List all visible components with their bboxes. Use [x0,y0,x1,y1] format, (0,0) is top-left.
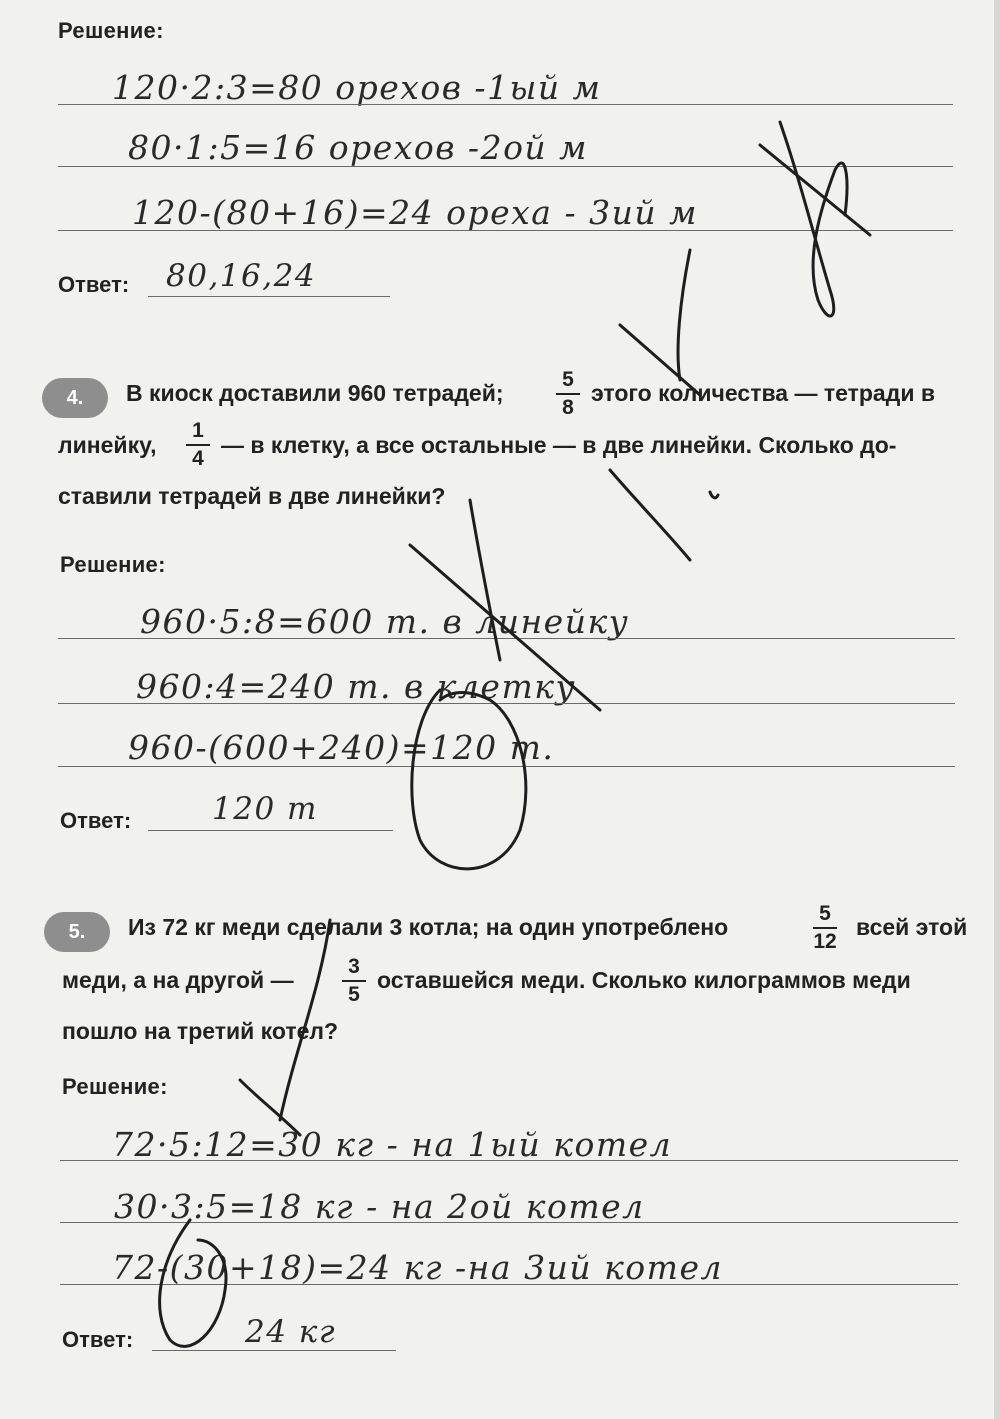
answer-label-task5: Ответ: [62,1327,134,1352]
task4-text-line2a: линейку, [58,432,157,458]
writing-line [60,1160,958,1161]
task3-line-2: 80·1:5=16 орехов -2ой м [128,128,589,167]
writing-line [58,230,953,231]
task3-line-1: 120·2:3=80 орехов -1ый м [112,68,602,107]
fraction-bar [556,393,580,395]
task4-line-3: 960-(600+240)=120 т. [128,728,555,767]
fraction-bar [342,980,366,982]
writing-line [60,1284,958,1285]
fraction-denominator: 8 [562,396,574,419]
fraction-1-4 [183,419,213,471]
task4-text-line3: ставили тетрадей в две линейки? [58,483,446,509]
writing-line [58,766,955,767]
writing-line [58,166,953,167]
task5-line-2: 30·3:5=18 кг - на 2ой котел [114,1187,645,1226]
writing-line [60,1222,958,1223]
writing-line [58,104,953,105]
fraction-bar [813,927,837,929]
answer-label-task3: Ответ: [58,272,130,297]
answer-line [152,1350,396,1351]
task4-line-1: 960·5:8=600 т. в линейку [140,602,630,641]
task4-text-line2b: — в клетку, а все остальные — в две линейки. Сколько до- [221,432,897,458]
writing-line [58,703,955,704]
task5-line-1: 72·5:12=30 кг - на 1ый котел [112,1125,673,1164]
answer-label-task4: Ответ: [60,808,132,833]
fraction-5-8 [553,368,583,420]
fraction-3-5 [339,955,369,1007]
fraction-numerator: 5 [562,368,574,391]
solution-label-task5: Решение: [62,1074,168,1099]
fraction-denominator: 4 [192,447,204,470]
task4-line-2: 960:4=240 т. в клетку [136,667,577,706]
fraction-denominator: 5 [348,983,360,1006]
fraction-bar [186,444,210,446]
task5-text-line1a: Из 72 кг меди сделали 3 котла; на один употреблено [128,914,729,940]
task4-text-line1a: В киоск доставили 960 тетрадей; [126,380,504,406]
fraction-denominator: 12 [813,930,837,953]
task3-answer: 80,16,24 [166,258,317,294]
fraction-numerator: 3 [348,955,360,978]
fraction-numerator: 5 [819,902,831,925]
solution-label-task3: Решение: [58,18,164,43]
solution-label-task4: Решение: [60,552,166,577]
answer-line [148,830,393,831]
fraction-5-12 [810,902,840,954]
answer-line [148,296,390,297]
task5-text-line3: пошло на третий котел? [62,1018,339,1044]
task-number-badge: 5. [44,912,110,952]
task4-answer: 120 т [212,791,318,827]
fraction-numerator: 1 [192,419,204,442]
task5-text-line2a: меди, а на другой — [62,967,294,993]
task4-text-line1b: этого количества — тетради в [591,380,935,406]
task3-line-3: 120-(80+16)=24 ореха - 3ий м [132,193,698,232]
writing-line [58,638,955,639]
task5-line-3: 72-(30+18)=24 кг -на 3ий котел [112,1248,723,1287]
task5-text-line2b: оставшейся меди. Сколько килограммов меди [377,967,911,993]
task5-text-line1b: всей этой [856,914,968,940]
task-number-badge: 4. [42,378,108,418]
task5-answer: 24 кг [245,1314,336,1350]
page-edge [994,0,1000,1419]
